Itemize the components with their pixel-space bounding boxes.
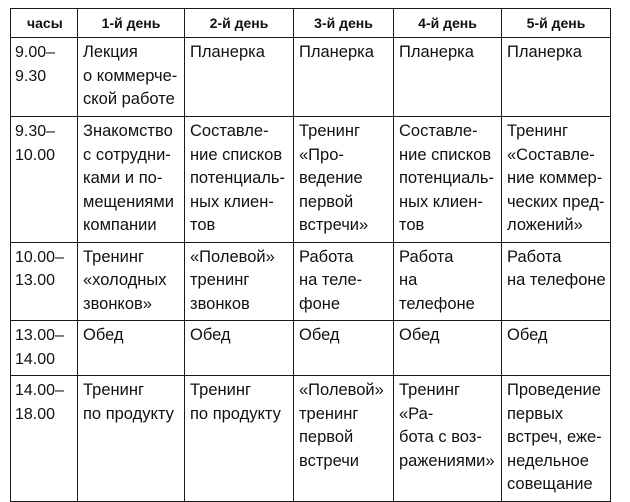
time-cell: 9.30– 10.00	[11, 117, 78, 243]
table-cell: Составле- ние списков потенциаль- ных клиен- тов	[394, 117, 502, 243]
header-hours: часы	[11, 9, 78, 38]
header-row	[11, 9, 611, 38]
table-cell: Составле- ние списков потенциаль- ных клиен- тов	[185, 117, 294, 243]
time-cell: 13.00– 14.00	[11, 321, 78, 376]
header-day-5: 5-й день	[502, 9, 611, 38]
table-cell: «Полевой» тренинг звонков	[185, 242, 294, 321]
schedule-table	[10, 8, 611, 502]
time-cell: 9.00– 9.30	[11, 38, 78, 117]
table-cell: Планерка	[502, 38, 611, 117]
table-cell: Планерка	[294, 38, 394, 117]
table-cell: Тренинг «Про- ведение первой встречи»	[294, 117, 394, 243]
table-cell: Работа на теле- фоне	[294, 242, 394, 321]
time-cell: 14.00– 18.00	[11, 376, 78, 502]
table-cell: Тренинг «Составле- ние коммер- ческих пред- ложений»	[502, 117, 611, 243]
header-day-2: 2-й день	[185, 9, 294, 38]
table-cell: Работа на телефоне	[394, 242, 502, 321]
table-cell: Обед	[502, 321, 611, 376]
table-cell: «Полевой» тренинг первой встречи	[294, 376, 394, 502]
table-cell: Обед	[294, 321, 394, 376]
table-cell: Планерка	[394, 38, 502, 117]
table-cell: Обед	[185, 321, 294, 376]
table-row	[11, 376, 611, 502]
table-cell: Тренинг «холодных звонков»	[78, 242, 185, 321]
table-cell: Тренинг по продукту	[185, 376, 294, 502]
header-day-1: 1-й день	[78, 9, 185, 38]
table-cell: Тренинг «Ра- бота с воз- ражениями»	[394, 376, 502, 502]
table-cell: Проведение первых встреч, еже- недельное совещание	[502, 376, 611, 502]
header-day-4: 4-й день	[394, 9, 502, 38]
table-row	[11, 321, 611, 376]
table-cell: Обед	[78, 321, 185, 376]
table-cell: Работа на телефоне	[502, 242, 611, 321]
header-day-3: 3-й день	[294, 9, 394, 38]
table-row	[11, 242, 611, 321]
table-cell: Планерка	[185, 38, 294, 117]
time-cell: 10.00– 13.00	[11, 242, 78, 321]
table-cell: Тренинг по продукту	[78, 376, 185, 502]
table-row	[11, 38, 611, 117]
table-cell: Знакомство с сотрудни- ками и по- мещениями компании	[78, 117, 185, 243]
table-row	[11, 117, 611, 243]
table-cell: Лекция о коммерче- ской работе	[78, 38, 185, 117]
table-cell: Обед	[394, 321, 502, 376]
